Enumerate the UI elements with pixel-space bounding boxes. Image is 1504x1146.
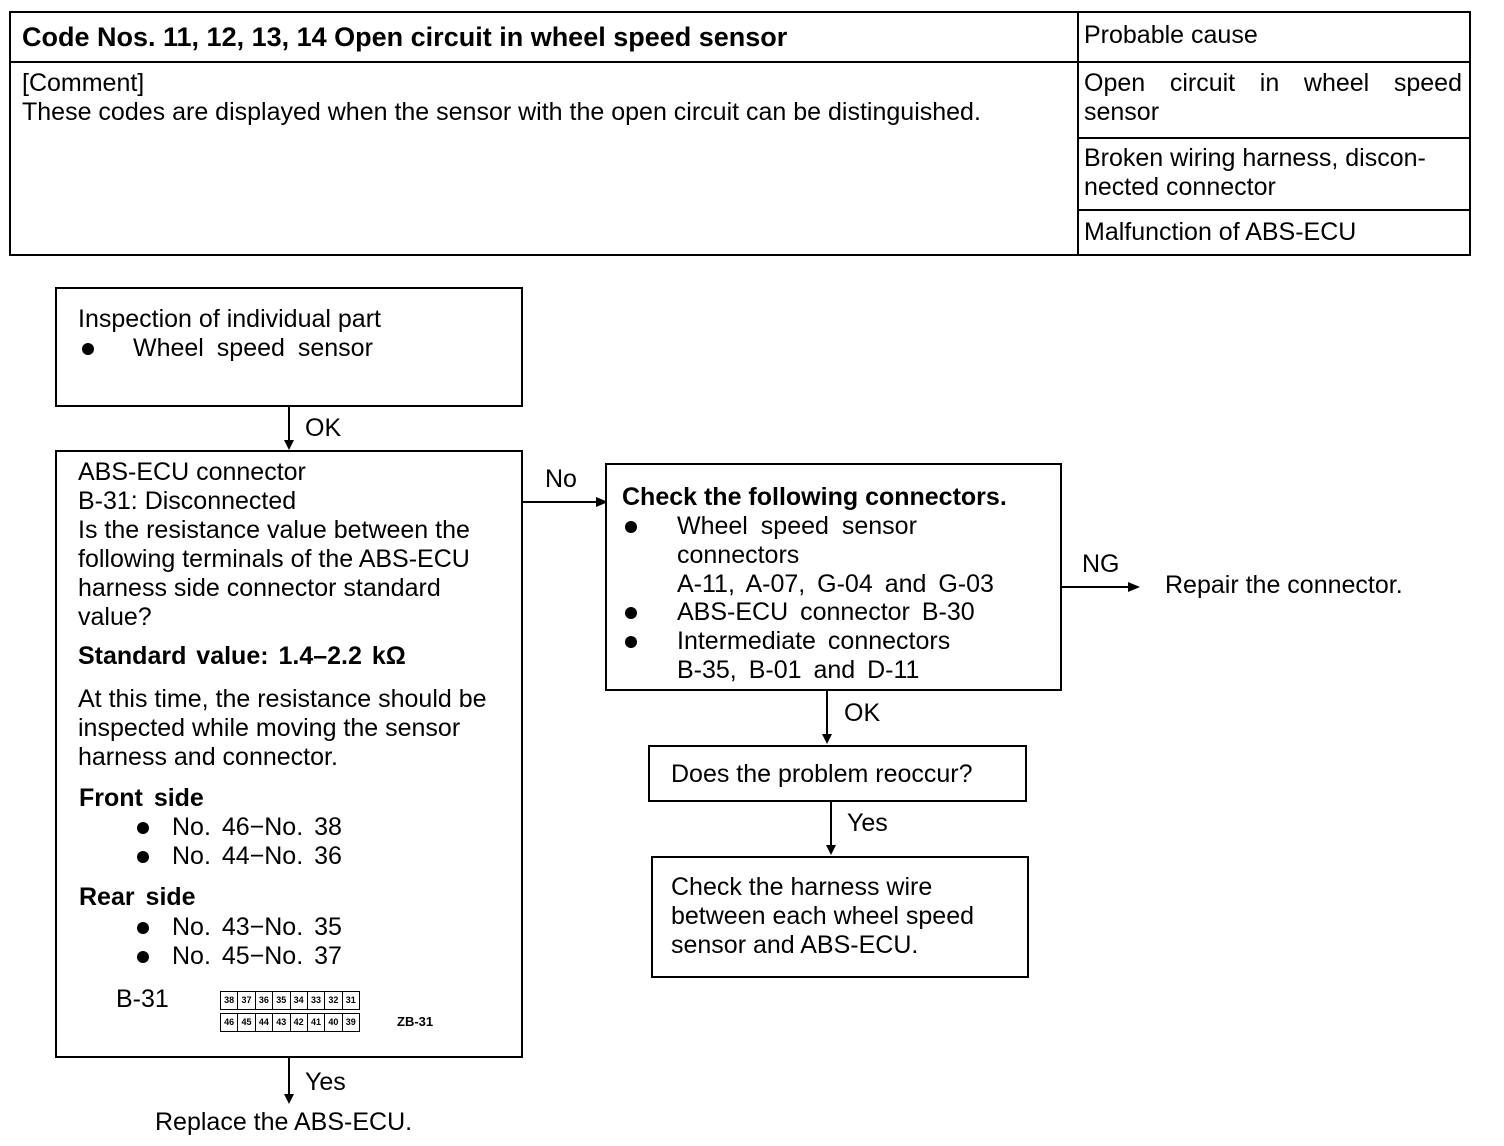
- pin: 32: [325, 992, 342, 1009]
- pin: 41: [308, 1014, 325, 1031]
- arrow-head-right-icon: [1128, 582, 1140, 592]
- step5-text: Check the harness wire between each wheel speed sensor and ABS-ECU.: [671, 873, 975, 959]
- connector-code: ZB-31: [397, 1014, 434, 1029]
- rear-side-label: Rear side: [79, 883, 196, 911]
- probable-cause-label: Probable cause: [1084, 21, 1258, 49]
- front-bullet-2: [137, 842, 149, 871]
- front-bullet-1: [137, 813, 149, 842]
- arrow-head-down-icon: [284, 1094, 294, 1104]
- arrow-yes-1: [288, 1058, 290, 1096]
- step3-bullet-1: [625, 512, 637, 541]
- step3-b1-line1: Wheel speed sensor: [677, 512, 917, 540]
- bullet-icon: [137, 822, 149, 834]
- rear-item-2: No. 45−No. 37: [172, 942, 342, 970]
- step4-question: Does the problem reoccur?: [671, 760, 973, 788]
- repair-connector-text: Repair the connector.: [1165, 571, 1403, 599]
- pin: 44: [256, 1014, 273, 1031]
- rear-item-1: No. 43−No. 35: [172, 913, 342, 941]
- pin: 37: [238, 992, 255, 1009]
- pin: 31: [345, 995, 356, 1005]
- arrow-ng: [1062, 586, 1132, 588]
- ok-label-1: OK: [305, 414, 342, 442]
- bullet-icon: [137, 851, 149, 863]
- connector-diagram: [220, 985, 360, 1033]
- step3-box: [605, 463, 1062, 691]
- pin: 40: [325, 1014, 342, 1031]
- bullet-icon: [625, 636, 637, 648]
- step2-box: [55, 450, 523, 1058]
- step3-b2: ABS-ECU connector B-30: [677, 598, 975, 626]
- yes-label-2: Yes: [847, 809, 888, 837]
- step1-bullet-row: [82, 334, 94, 363]
- arrow-ok-1: [288, 407, 290, 441]
- bullet-icon: [625, 521, 637, 533]
- bullet-icon: [137, 951, 149, 963]
- cause-1: Open circuit in wheel speed sensor: [1084, 69, 1462, 126]
- step2-line1: ABS-ECU connector: [78, 458, 306, 486]
- yes-label-1: Yes: [305, 1068, 346, 1096]
- step3-bullet-2: [625, 598, 637, 627]
- arrow-ok-2: [826, 691, 828, 735]
- front-item-2: No. 44−No. 36: [172, 842, 342, 870]
- header-divider: [11, 61, 1469, 63]
- step3-title: Check the following connectors.: [622, 483, 1007, 511]
- pin: 42: [291, 1014, 308, 1031]
- step3-b3-line2: B-35, B-01 and D-11: [677, 656, 920, 684]
- front-item-1: No. 46−No. 38: [172, 813, 342, 841]
- bullet-icon: [625, 607, 637, 619]
- header-table: [9, 11, 1471, 256]
- arrow-head-down-icon: [822, 734, 832, 744]
- rear-bullet-2: [137, 942, 149, 971]
- step2-line2: B-31: Disconnected: [78, 487, 297, 515]
- arrow-no: [523, 501, 601, 503]
- connector-bottom-row: [220, 1013, 360, 1032]
- connector-top-row: [220, 991, 360, 1010]
- pin: 36: [256, 992, 273, 1009]
- step3-bullet-3: [625, 627, 637, 656]
- step1-bullet-text: Wheel speed sensor: [133, 334, 373, 362]
- cause-divider-1: [1077, 137, 1469, 139]
- cause-3: Malfunction of ABS-ECU: [1084, 218, 1357, 246]
- no-label: No: [545, 465, 577, 493]
- step4-box: [648, 745, 1027, 802]
- bullet-icon: [137, 922, 149, 934]
- front-side-label: Front side: [79, 784, 204, 812]
- pin: 33: [308, 992, 325, 1009]
- bullet-icon: [82, 343, 94, 355]
- step3-b1-line2: connectors: [677, 541, 800, 569]
- step1-title: Inspection of individual part: [78, 305, 381, 333]
- pin: 43: [273, 1014, 290, 1031]
- arrow-head-down-icon: [284, 440, 294, 450]
- step3-b3-line1: Intermediate connectors: [677, 627, 951, 655]
- code-title: Code Nos. 11, 12, 13, 14 Open circuit in wheel speed sensor: [22, 22, 788, 52]
- pin: 39: [345, 1017, 356, 1027]
- pin: 34: [291, 992, 308, 1009]
- pin: 46: [221, 1014, 238, 1031]
- pin: 38: [221, 992, 238, 1009]
- cause-2: Broken wiring harness, discon-nected connector: [1084, 144, 1426, 201]
- pin: 45: [238, 1014, 255, 1031]
- arrow-head-down-icon: [826, 845, 836, 855]
- step3-b1-line3: A-11, A-07, G-04 and G-03: [677, 570, 994, 598]
- step5-box: [651, 856, 1029, 978]
- step1-box: [55, 287, 523, 407]
- step2-note: At this time, the resistance should be inspected while moving the sensor harness and connector.: [78, 685, 487, 771]
- comment-label: [Comment]: [22, 69, 145, 97]
- ng-label: NG: [1082, 550, 1120, 578]
- pin: 35: [273, 992, 290, 1009]
- comment-text: These codes are displayed when the sensor with the open circuit can be distinguished.: [22, 98, 981, 126]
- header-column-divider: [1077, 13, 1079, 254]
- step2-question: Is the resistance value between the following terminals of the ABS-ECU harness side connector standard value?: [78, 516, 470, 631]
- cause-divider-2: [1077, 209, 1469, 211]
- rear-bullet-1: [137, 913, 149, 942]
- connector-label: B-31: [116, 985, 169, 1013]
- ok-label-2: OK: [844, 699, 881, 727]
- standard-value: Standard value: 1.4–2.2 kΩ: [78, 642, 406, 670]
- arrow-yes-2: [830, 802, 832, 846]
- replace-ecu-text: Replace the ABS-ECU.: [155, 1108, 413, 1136]
